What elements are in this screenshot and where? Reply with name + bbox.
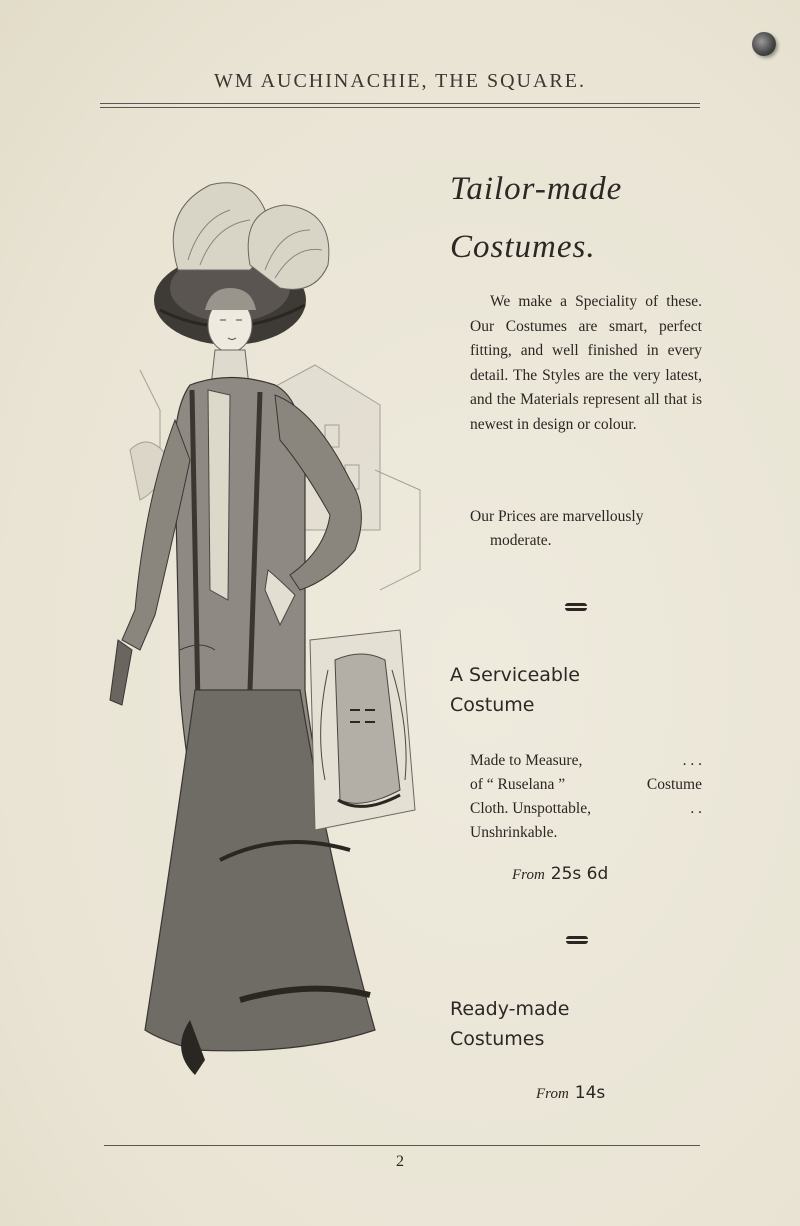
desc-row-3	[470, 797, 702, 821]
costume-illustration	[100, 170, 430, 1090]
section-title	[450, 160, 750, 276]
serviceable-description	[470, 749, 702, 845]
punch-hole	[752, 32, 776, 56]
desc-row-4: Unshrinkable.	[470, 824, 558, 841]
title-line-2: Costumes.	[450, 229, 596, 265]
ready-made-heading-line-2: Costumes	[450, 1028, 545, 1050]
back-view-inset	[310, 630, 415, 830]
ready-made-price-amount: 14s	[574, 1083, 606, 1103]
desc-row-2	[470, 773, 702, 797]
serviceable-price-amount: 25s 6d	[550, 864, 609, 884]
desc-row-2-right: Costume	[646, 776, 702, 793]
desc-row-1-right: . . .	[682, 752, 702, 769]
desc-row-1	[470, 749, 702, 773]
serviceable-price-prefix: From	[512, 867, 545, 883]
title-line-1: Tailor-made	[450, 171, 623, 207]
prices-line-2: moderate.	[490, 532, 552, 549]
header-rule	[100, 103, 700, 104]
ready-made-price	[536, 1083, 605, 1103]
footer-rule	[104, 1145, 700, 1146]
page-number: 2	[396, 1153, 404, 1170]
ornament-divider-2	[564, 934, 590, 946]
desc-row-3-right: . .	[690, 800, 702, 817]
ready-made-price-prefix: From	[536, 1086, 569, 1102]
ready-made-heading	[450, 994, 710, 1054]
prices-line-1: Our Prices are marvellously	[470, 508, 644, 525]
prices-paragraph	[470, 505, 702, 553]
desc-row-3-left: Cloth. Unspottable,	[470, 800, 591, 817]
serviceable-heading-line-2: Costume	[450, 694, 535, 716]
ornament-divider-1	[563, 601, 589, 613]
serviceable-price	[512, 864, 608, 884]
serviceable-heading	[450, 660, 710, 720]
desc-row-2-left: of “ Ruselana ”	[470, 776, 566, 793]
gloves	[110, 640, 132, 705]
ready-made-heading-line-1: Ready-made	[450, 998, 570, 1020]
page-header: WM AUCHINACHIE, THE SQUARE.	[214, 70, 586, 92]
desc-row-1-left: Made to Measure,	[470, 752, 583, 769]
serviceable-heading-line-1: A Serviceable	[450, 664, 580, 686]
intro-paragraph: We make a Speciality of these. Our Costumes are smart, perfect fitting, and well finished in every detail. The Styles are the very latest, and the Materials represent all that is newest in design or colour.	[470, 293, 702, 433]
header-rule-double	[100, 107, 700, 108]
